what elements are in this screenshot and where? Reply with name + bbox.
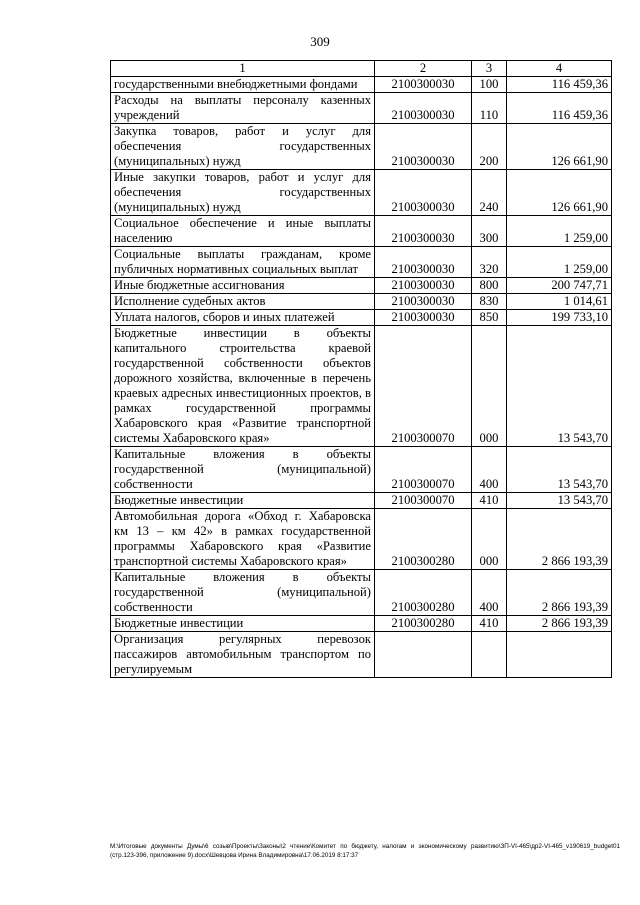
row-code: 2100300030 (375, 247, 472, 278)
table-row (111, 447, 612, 493)
row-amount: 13 543,70 (507, 326, 612, 447)
row-expense-type: 300 (472, 216, 507, 247)
table-row (111, 310, 612, 326)
row-code: 2100300070 (375, 493, 472, 509)
row-name: государственными внебюджетными фондами (111, 77, 375, 93)
row-code: 2100300280 (375, 570, 472, 616)
header-cell: 1 (111, 61, 375, 77)
row-name: Исполнение судебных актов (111, 294, 375, 310)
row-code: 2100300280 (375, 509, 472, 570)
row-amount: 126 661,90 (507, 124, 612, 170)
row-code: 2100300030 (375, 310, 472, 326)
row-name: Расходы на выплаты персоналу казенных учреждений (111, 93, 375, 124)
table-row (111, 247, 612, 278)
page-number: 309 (310, 34, 330, 49)
header-cell: 3 (472, 61, 507, 77)
row-expense-type: 110 (472, 93, 507, 124)
row-name: Капитальные вложения в объекты государственной (муниципальной) собственности (111, 447, 375, 493)
row-amount (507, 632, 612, 678)
row-code: 2100300030 (375, 170, 472, 216)
table-row (111, 570, 612, 616)
row-expense-type: 320 (472, 247, 507, 278)
row-name: Уплата налогов, сборов и иных платежей (111, 310, 375, 326)
table-row (111, 632, 612, 678)
budget-table (110, 60, 612, 678)
row-expense-type: 240 (472, 170, 507, 216)
row-code: 2100300030 (375, 294, 472, 310)
row-amount: 126 661,90 (507, 170, 612, 216)
row-code: 2100300280 (375, 616, 472, 632)
header-cell: 4 (507, 61, 612, 77)
table-row (111, 170, 612, 216)
row-name: Бюджетные инвестиции (111, 616, 375, 632)
row-name: Иные бюджетные ассигнования (111, 278, 375, 294)
table-row (111, 216, 612, 247)
row-amount: 13 543,70 (507, 493, 612, 509)
document-path-footer: М:\Итоговые документы Думы\6 созыв\Проекты\Законы\2 чтение\Комитет по бюджету, налогам и экономическому развитию\ЗП-VI-465\др2-VI-465_v190619_budget01 (стр.123-396, приложение 9).docx\Шевцова Ирина Владимировна\17.06.2019 8:17:37 (110, 843, 620, 859)
row-expense-type: 830 (472, 294, 507, 310)
row-expense-type: 400 (472, 447, 507, 493)
table-row (111, 616, 612, 632)
row-code: 2100300030 (375, 93, 472, 124)
row-code: 2100300030 (375, 278, 472, 294)
row-expense-type: 410 (472, 616, 507, 632)
row-code (375, 632, 472, 678)
header-cell: 2 (375, 61, 472, 77)
table-row (111, 93, 612, 124)
row-expense-type: 410 (472, 493, 507, 509)
row-name: Бюджетные инвестиции в объекты капитального строительства краевой государственной собственности объектов дорожного хозяйства, включенные в перечень краевых адресных инвестиционных проектов, в рамках государственной программы Хабаровского края «Развитие транспортной системы Хабаровского края» (111, 326, 375, 447)
row-amount: 116 459,36 (507, 93, 612, 124)
row-amount: 200 747,71 (507, 278, 612, 294)
row-expense-type: 850 (472, 310, 507, 326)
table-row (111, 493, 612, 509)
table-header-row (111, 61, 612, 77)
row-amount: 1 014,61 (507, 294, 612, 310)
row-code: 2100300030 (375, 77, 472, 93)
row-amount: 116 459,36 (507, 77, 612, 93)
row-name: Капитальные вложения в объекты государственной (муниципальной) собственности (111, 570, 375, 616)
row-name: Бюджетные инвестиции (111, 493, 375, 509)
row-expense-type: 100 (472, 77, 507, 93)
table-row (111, 326, 612, 447)
row-name: Автомобильная дорога «Обход г. Хабаровска км 13 – км 42» в рамках государственной программы Хабаровского края «Развитие транспортной системы Хабаровского края» (111, 509, 375, 570)
table-row (111, 509, 612, 570)
row-amount: 2 866 193,39 (507, 616, 612, 632)
row-amount: 13 543,70 (507, 447, 612, 493)
row-name: Иные закупки товаров, работ и услуг для обеспечения государственных (муниципальных) нужд (111, 170, 375, 216)
table-row (111, 124, 612, 170)
row-name: Закупка товаров, работ и услуг для обеспечения государственных (муниципальных) нужд (111, 124, 375, 170)
row-expense-type: 400 (472, 570, 507, 616)
table-row (111, 294, 612, 310)
row-name: Социальные выплаты гражданам, кроме публичных нормативных социальных выплат (111, 247, 375, 278)
row-code: 2100300070 (375, 326, 472, 447)
row-code: 2100300030 (375, 124, 472, 170)
row-amount: 1 259,00 (507, 247, 612, 278)
row-name: Социальное обеспечение и иные выплаты населению (111, 216, 375, 247)
table-row (111, 278, 612, 294)
row-expense-type (472, 632, 507, 678)
row-amount: 199 733,10 (507, 310, 612, 326)
table-row (111, 77, 612, 93)
row-name: Организация регулярных перевозок пассажиров автомобильным транспортом по регулируемым (111, 632, 375, 678)
row-expense-type: 000 (472, 509, 507, 570)
row-expense-type: 800 (472, 278, 507, 294)
row-expense-type: 000 (472, 326, 507, 447)
row-amount: 2 866 193,39 (507, 570, 612, 616)
row-amount: 1 259,00 (507, 216, 612, 247)
row-expense-type: 200 (472, 124, 507, 170)
row-code: 2100300070 (375, 447, 472, 493)
row-amount: 2 866 193,39 (507, 509, 612, 570)
row-code: 2100300030 (375, 216, 472, 247)
